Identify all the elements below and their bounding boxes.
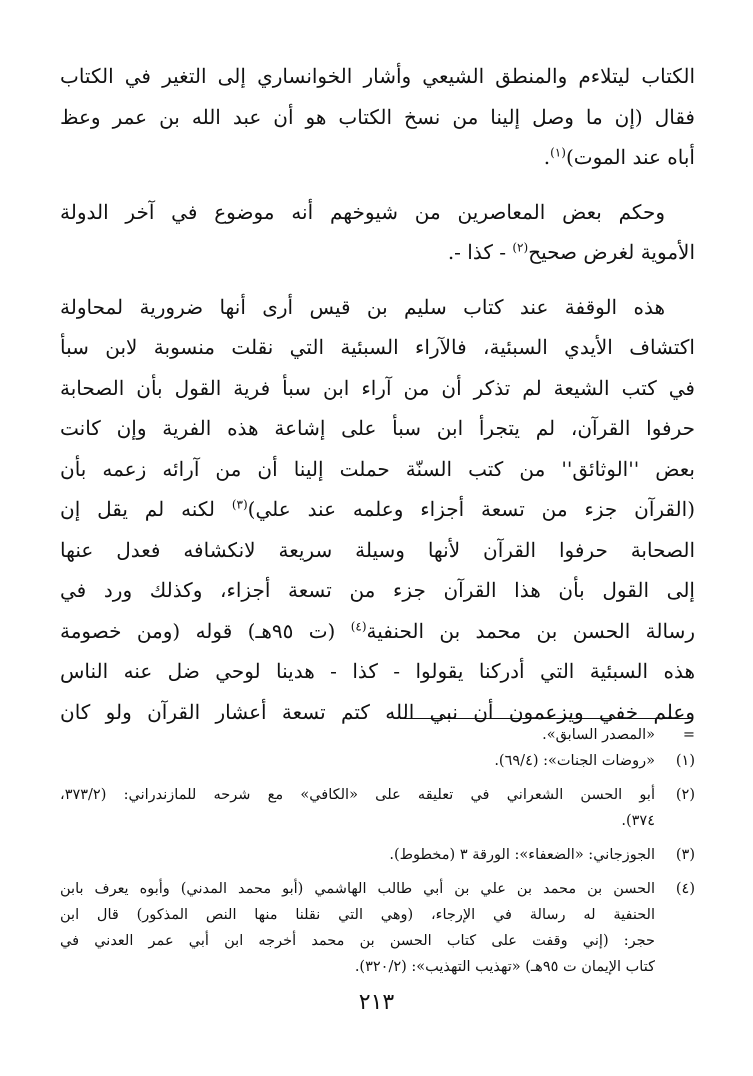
text-segment: (القرآن جزء من تسعة أجزاء وعلمه عند علي) [247,497,695,521]
text-line: هذه الوقفة عند كتاب سليم بن قيس أرى أنها ضرورية لمحاولة [60,294,665,319]
text-line: حرفوا القرآن، لم يتجرأ ابن سبأ على إشاعة هذه الفرية وإن كانت [60,416,695,440]
footnote-number: (٢) [675,787,695,803]
footnote-line: ٣٧٤). [621,813,655,829]
footnote-ref: (٣) [231,497,248,512]
footnote-3 [60,842,695,868]
text-segment: قوله (ومن خصومة [60,618,233,643]
footnote-line: أبو الحسن الشعراني في تعليقه على «الكافي» مع شرحه للمازندراني: (٣٧٣/٢، [60,787,655,803]
text-line: فقال (إن ما وصل إلينا من نسخ الكتاب هو أن عبد الله بن عمر وعظ [60,104,695,129]
text-segment: لكنه لم يقل إن [60,497,215,521]
text-segment: أباه عند الموت) [565,145,695,169]
text-line: في كتب الشيعة لم تذكر أن من آراء ابن سبأ فرية القول بأن الصحابة [60,375,695,400]
main-text [60,56,695,732]
footnote-line: الحسن بن محمد بن علي بن أبي طالب الهاشمي (أبو محمد المدني) وأبوه يعرف بابن [60,881,655,897]
text-line [60,232,695,273]
footnote-line: «روضات الجنات»: (٦٩/٤). [494,753,655,769]
footnote-line: حجر: (إني وقفت على كتاب الحسن بن محمد أخرجه ابن أبي عمر العدني في [60,933,655,949]
footnote-line: الجوزجاني: «الضعفاء»: الورقة ٣ (مخطوط). [389,847,655,863]
text-segment: (ت ٩٥هـ) [247,618,336,643]
text-segment: الأموية لغرض صحيح [528,240,695,264]
text-line: وحكم بعض المعاصرين من شيوخهم أنه موضوع في آخر الدولة [60,199,665,224]
footnote-continuation [60,722,695,748]
footnote-4 [60,876,695,980]
footnote-2 [60,782,695,834]
text-line: الصحابة حرفوا القرآن لأنها وسيلة سريعة لانكشافه فعدل عنها [60,537,695,562]
text-segment: . [543,145,551,169]
text-line: إلى القول بأن هذا القرآن جزء من تسعة أجزاء، وكذلك ورد في [60,578,695,602]
text-line: هذه السبئية التي أدركنا يقولوا - كذا - هدينا لوحي ضل عنه الناس [60,659,695,683]
text-line [60,137,695,178]
footnote-ref: (٢) [512,240,529,255]
footnote-ref: (٤) [350,618,367,633]
text-segment: - كذا -. [447,240,513,264]
text-line [60,611,695,652]
page-number: ٢١٣ [358,990,395,1015]
text-line: الكتاب ليتلاءم والمنطق الشيعي وأشار الخوانساري إلى التغير في الكتاب [60,64,695,88]
footnote-1 [60,748,695,774]
footnotes [60,722,695,980]
footnote-separator [400,718,690,719]
footnote-line: الحنفية له رسالة في الإرجاء، (وهي التي نقلنا منها النص المذكور) قال ابن [60,907,655,923]
footnote-number: (١) [675,753,695,769]
footnote-line: كتاب الإيمان ت ٩٥هـ) «تهذيب التهذيب»: (٣٢٠/٢). [354,959,655,975]
footnote-line: «المصدر السابق». [542,727,655,743]
text-line: اكتشاف الأيدي السبئية، فالآراء السبئية التي نقلت منسوبة لابن سبأ [60,335,695,359]
footnote-number: (٣) [675,847,695,863]
footnote-number: = [682,727,695,743]
text-line [60,489,695,530]
text-line: بعض ''الوثائق'' من كتب السنّة حملت إلينا أن من آرائه زعمه بأن [60,456,695,481]
text-segment: رسالة الحسن بن محمد بن الحنفية [366,618,695,643]
text-line: وعلم خفي ويزعمون أن نبي الله كتم تسعة أعشار القرآن ولو كان [60,699,695,724]
paragraph-gap [60,273,695,287]
footnote-number: (٤) [675,881,695,897]
paragraph-gap [60,178,695,192]
footnote-ref: (١) [550,145,566,160]
